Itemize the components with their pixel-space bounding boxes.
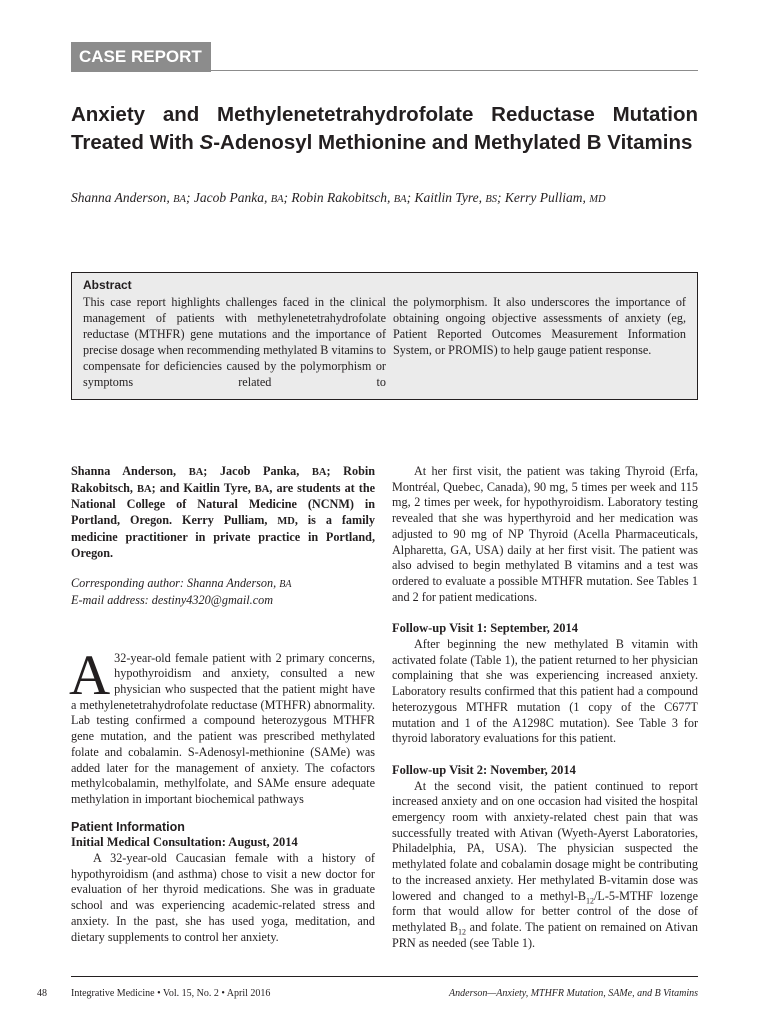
affiliation-credential: BA — [188, 467, 204, 478]
email-address[interactable]: E-mail address: destiny4320@gmail.com — [71, 592, 274, 607]
affiliation-text: ; and Kaitlin Tyre, — [151, 480, 255, 495]
affiliation-credential: BA — [137, 483, 152, 495]
article-title: Anxiety and Methylenetetrahydrofolate Reductase Mutation Treated With S-Adenosyl Methionine and Methylated B Vitamins — [71, 103, 698, 154]
author-credential: BA — [173, 194, 186, 205]
affiliation-credential: BA — [254, 483, 270, 495]
affiliation-text: Shanna Anderson, — [71, 464, 189, 478]
page-number: 48 — [37, 988, 47, 999]
author-name: Kerry Pulliam — [504, 190, 583, 205]
author-credential: BS — [485, 194, 498, 205]
subheading-initial-consultation: Initial Medical Consultation: August, 2014 — [71, 835, 298, 850]
corresponding-author — [71, 576, 375, 608]
abstract-heading: Abstract — [83, 278, 132, 292]
left-column — [71, 464, 375, 945]
affiliation-text: ; Robin Rakobitsch, — [71, 464, 376, 495]
author-name: Shanna Anderson — [71, 190, 167, 205]
author-affiliations — [71, 464, 375, 561]
paragraph-text: /L-5-MTHF lozenge form that would allow for better control of the dose of methylated B — [392, 888, 698, 934]
author-list: Shanna Anderson, BA; Jacob Panka, BA; Robin Rakobitsch, BA; Kaitlin Tyre, BS; Kerry Pulliam, MD — [71, 190, 606, 205]
abstract-box — [71, 272, 698, 400]
corresponding-author-label: Corresponding author: Shanna Anderson, — [71, 576, 280, 591]
paragraph-text: and folate. The patient on remained on Ativan PRN as needed (see Table 1). — [392, 919, 698, 950]
subscript: 12 — [586, 896, 595, 906]
journal-citation: Integrative Medicine • Vol. 15, No. 2 • April 2016 — [71, 988, 271, 999]
abstract-column-1: This case report highlights challenges faced in the clinical management of patients with methylenetetrahydrofolate reductase (MTHFR) gene mutations and the importance of precise dosage when recommending methylated B vitamins to compensate for deficiencies caused by the polymorphism or symptoms related to — [83, 295, 386, 389]
footer-divider — [71, 976, 698, 977]
affiliation-text: , are students at the National College of Natural Medicine (NCNM) in Portland, Oregon. Kerry Pulliam, — [71, 480, 376, 528]
body-paragraph — [392, 779, 698, 952]
intro-text: 32-year-old female patient with 2 primary concerns, hypothyroidism and anxiety, consulted a new physician who suspected that the patient might have a methylenetetrahydrofolate reductase (MTHFR) abnormality. Lab testing confirmed a compound heterozygous MTHFR gene mutation, and the patient was prescribed methylated folate and cobalamin. S-Adenosyl-methionine (SAMe) was added later for the management of anxiety. The cofactors methylcobalamin, methylfolate, and SAMe ensure adequate methylation in important biochemical pathways — [71, 650, 375, 806]
author-credential: BA — [393, 194, 407, 205]
subheading-follow-up-1: Follow-up Visit 1: September, 2014 — [392, 621, 578, 636]
paragraph-text: At the second visit, the patient continued to report increased anxiety and on one occasion had visited the hospital emergency room with anxiety-related chest pain that was successfully treated with Ativan (Wyeth-Ayerst Laboratories, Philadelphia, PA, USA). The physician suspected the methylated folate and cobalamin dosage might be contributing to the increased anxiety. Her methylated B-vitamin dose was lowered and changed to a methyl-B — [392, 778, 698, 903]
author-name: Kaitlin Tyre — [414, 190, 479, 205]
body-paragraph: At her first visit, the patient was taking Thyroid (Erfa, Montréal, Quebec, Canada), 90 mg, 5 times per week and 115 mg, 2 times per week, for hypothyroidism. Laboratory testing revealed that she was hyperthyroid and her medication was adjusted to 90 mg of NP Thyroid (Acella Pharmaceuticals, Alpharetta, GA, USA) daily at her first visit. The patient was also advised to begin methylated B vitamins and a test was ordered to evaluate a possible MTHFR mutation. See Tables 1 and 2 for patient medications. — [392, 464, 698, 604]
author-name: Robin Rakobitsch — [291, 190, 388, 205]
body-paragraph: A 32-year-old Caucasian female with a history of hypothyroidism (and asthma) chose to visit a new doctor for evaluation of her thyroid medications. She was in graduate school and was experiencing academic-related stress and anxiety. In the past, she has used yoga, meditation, and dietary supplements to control her anxiety. — [71, 851, 375, 944]
drop-cap: A — [69, 643, 111, 707]
affiliation-text: ; Jacob Panka, — [203, 464, 312, 478]
section-heading-patient-information: Patient Information — [71, 819, 185, 834]
top-divider — [71, 70, 698, 71]
affiliation-text: , is a family medicine practitioner in private practice in Portland, Oregon. — [71, 513, 375, 560]
author-credential: MD — [589, 194, 606, 205]
right-column — [392, 464, 698, 951]
abstract-column-2: the polymorphism. It also underscores the importance of obtaining ongoing objective assessments of anxiety (eg, Patient Reported Outcomes Measurement Information System, or PROMIS) to help gauge patient response. — [393, 295, 686, 357]
affiliation-credential: BA — [311, 467, 327, 478]
corresponding-author-credential: BA — [279, 579, 292, 591]
body-paragraph: After beginning the new methylated B vitamin with activated folate (Table 1), the patient returned to her physician complaining that she was experiencing increased anxiety. Laboratory results confirmed that this patient had a compound heterozygous MTHFR mutation (1 copy of the C677T mutation and 1 of the A1298C mutation). See Table 3 for thyroid laboratory evaluations for this patient. — [392, 637, 698, 746]
subheading-follow-up-2: Follow-up Visit 2: November, 2014 — [392, 762, 576, 777]
title-italic-s: S — [199, 131, 214, 154]
running-title: Anderson—Anxiety, MTHFR Mutation, SAMe, and B Vitamins — [449, 988, 698, 999]
section-tag: CASE REPORT — [71, 42, 211, 72]
author-credential: BA — [270, 194, 284, 205]
affiliation-credential: MD — [277, 516, 295, 528]
author-name: Jacob Panka — [193, 190, 264, 205]
subscript: 12 — [457, 927, 466, 937]
introduction-paragraph — [69, 643, 375, 808]
